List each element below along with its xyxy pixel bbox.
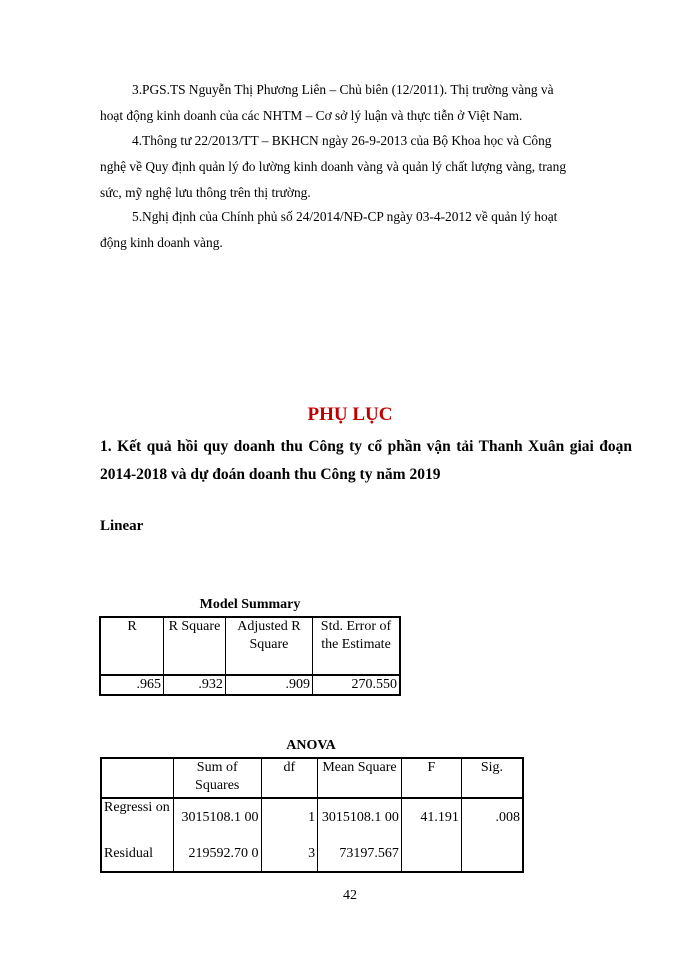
- value-cell: 270.550: [312, 675, 400, 695]
- anova-title: ANOVA: [286, 738, 336, 753]
- header-cell: [101, 758, 173, 798]
- value-cell: 3015108.1 00: [173, 798, 261, 837]
- section-label: Linear: [100, 518, 144, 534]
- table-header-row: [100, 617, 400, 675]
- reference-5: [100, 204, 632, 256]
- header-cell: Sum of Squares: [173, 758, 261, 798]
- model-summary-table: [99, 616, 401, 696]
- header-cell: F: [401, 758, 461, 798]
- table-header-row: [101, 758, 523, 798]
- reference-3: [100, 77, 632, 129]
- reference-4-line-2: nghệ về Quy định quản lý đo lường kinh doanh vàng và quản lý chất lượng vàng, trang: [100, 159, 567, 174]
- header-cell: df: [261, 758, 318, 798]
- value-cell: 219592.70 0: [173, 837, 261, 872]
- table-row: [101, 837, 523, 872]
- value-cell: .965: [100, 675, 163, 695]
- header-cell: R: [100, 617, 163, 675]
- anova-table: [100, 757, 524, 873]
- value-cell: 3015108.1 00: [318, 798, 402, 837]
- reference-5-line-2: động kinh doanh vàng.: [100, 235, 223, 250]
- value-cell: 73197.567: [318, 837, 402, 872]
- header-cell: Sig.: [461, 758, 523, 798]
- table-row: [100, 675, 400, 695]
- reference-4-line-3: sức, mỹ nghệ lưu thông trên thị trường.: [100, 185, 311, 200]
- reference-4-line-1: 4.Thông tư 22/2013/TT – BKHCN ngày 26-9-2013 của Bộ Khoa học và Công: [132, 133, 552, 148]
- header-cell: Std. Error of the Estimate: [312, 617, 400, 675]
- reference-3-line-1: 3.PGS.TS Nguyễn Thị Phương Liên – Chủ biên (12/2011). Thị trường vàng và: [132, 82, 554, 97]
- value-cell: .909: [225, 675, 312, 695]
- value-cell: 41.191: [401, 798, 461, 837]
- row-label: Regressi on: [101, 798, 173, 837]
- header-cell: Mean Square: [318, 758, 402, 798]
- reference-4: [100, 128, 632, 206]
- table-row: [101, 798, 523, 837]
- page-number: 42: [343, 888, 357, 903]
- value-cell: 1: [261, 798, 318, 837]
- model-summary-title: Model Summary: [199, 597, 301, 612]
- header-cell: R Square: [163, 617, 225, 675]
- value-cell: 3: [261, 837, 318, 872]
- reference-5-line-1: 5.Nghị định của Chính phủ số 24/2014/NĐ-CP ngày 03-4-2012 về quản lý hoạt: [132, 209, 558, 224]
- header-cell: Adjusted R Square: [225, 617, 312, 675]
- value-cell: [401, 837, 461, 872]
- value-cell: .932: [163, 675, 225, 695]
- value-cell: [461, 837, 523, 872]
- reference-3-line-2: hoạt động kinh doanh của các NHTM – Cơ sở lý luận và thực tiễn ở Việt Nam.: [100, 108, 523, 123]
- appendix-title: PHỤ LỤC: [307, 404, 393, 425]
- row-label: Residual: [101, 837, 173, 872]
- value-cell: .008: [461, 798, 523, 837]
- appendix-heading: 1. Kết quả hồi quy doanh thu Công ty cổ phần vận tải Thanh Xuân giai đoạn 2014-2018 và dự đoán doanh thu Công ty năm 2019: [100, 438, 632, 483]
